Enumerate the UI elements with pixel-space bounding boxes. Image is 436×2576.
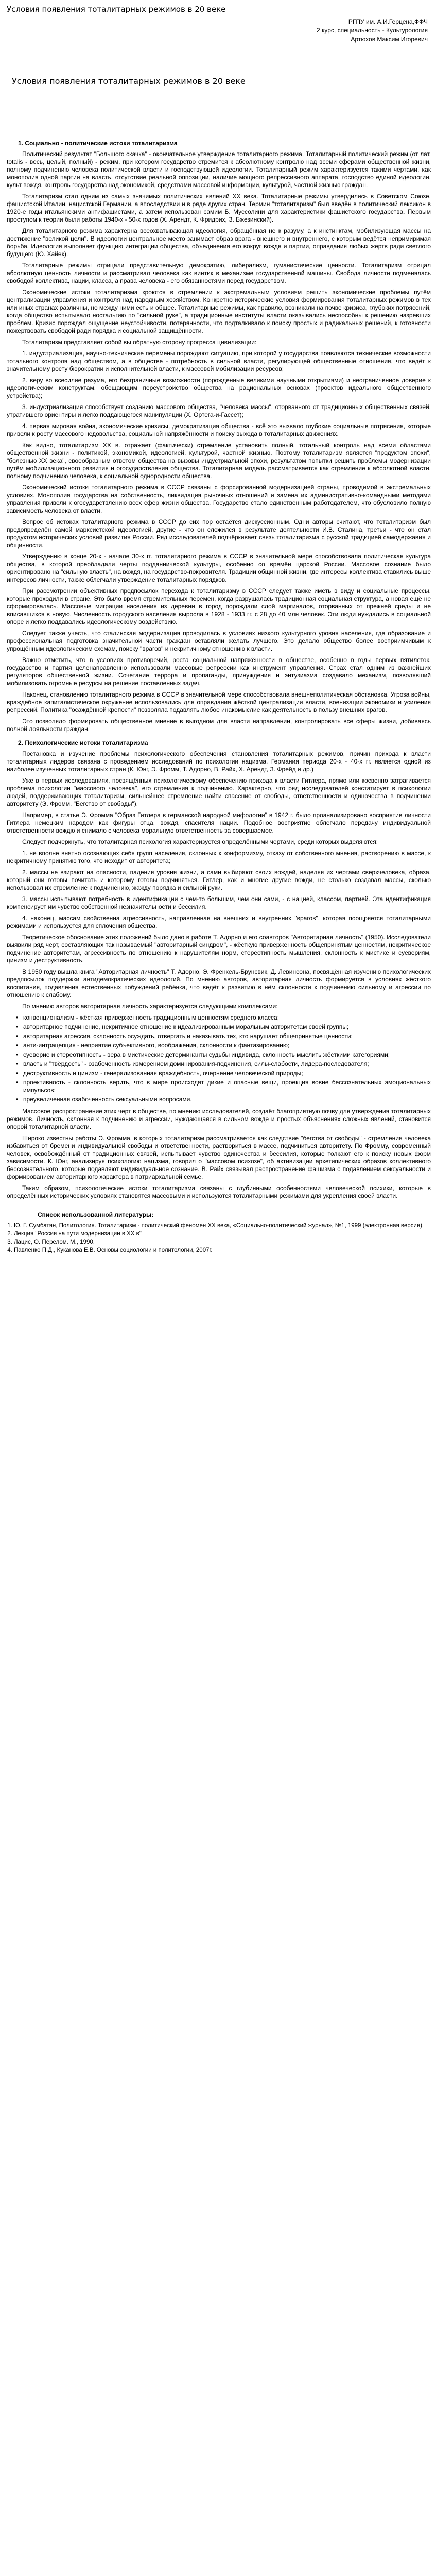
section-1-paragraph-10: 4. первая мировая война, экономические кризисы, демократизация общества - всё это вызвало глубокие социальные потрясения, которые привели к росту массового недовольства, социальной напряжённости и поиску выхода в тоталитарных движениях. <box>7 422 431 437</box>
section-1-paragraph-15: При рассмотрении объективных предпосылок перехода к тоталитаризму в СССР следует также иметь в виду и социальные процессы, которые проходили в стране. Это было время стремительных перемен, когда разрушалась традиционная социальная структура, а новая ещё не сформировалась. Массовые миграции населения из деревни в город порождали слой маргиналов, оторванных от прежней среды и не вписавшихся в новую. Численность городского населения выросла в 1928 - 1933 гг. с 28 до 40 млн человек. Эти люди нуждались в социальной опоре и легко поддавались идеологическому воздействию. <box>7 587 431 625</box>
section-1-paragraph-2: Тоталитаризм стал одним из самых значимых политических явлений XX века. Тоталитарные режимы утвердились в Советском Союзе, фашистской Италии, нацистской Германии, а впоследствии и в ряде других стран. Термин "тоталитаризм" был введён в политический лексикон в 1920-е годы итальянскими антифашистами, а затем использован самим Б. Муссолини для характеристики фашистского государства. Первым проступом к теории были работы 1940-х - 50-х годов (Х. Арендт, К. Фридрих, З. Бжезинский). <box>7 193 431 223</box>
section-1-paragraph-19: Это позволяло формировать общественное мнение в выгодном для власти направлении, контролировать все сферы жизни, добиваясь полной лояльности граждан. <box>7 718 431 733</box>
reference-item: 3. Лацис, О. Перелом. М., 1990. <box>14 1239 431 1246</box>
spacer <box>7 87 431 133</box>
section-1-paragraph-5: Экономические истоки тоталитаризма кроются в стремлении к экстремальным условиям решить экономические проблемы путём централизации управления и контроля над народным хозяйством. Конкретно исторические условия формирования тоталитарных режимов в тех или иных странах различны, но между ними есть и общее. Тоталитарные режимы, как правило, возникали на почве кризиса, глубоких потрясений, когда общество испытывало ностальгию по "сильной руке", а традиционные институты власти оказывались неспособны к решению назревших проблем. Кризис порождал ощущение неустойчивости, потерянности, что подталкивало к поиску простых и радикальных решений, к готовности пожертвовать свободой ради порядка и социальной защищённости. <box>7 289 431 334</box>
section-2-paragraph-8: 4. наконец, массам свойственна агрессивность, направленная на внешних и внутренних "врагов", которая поощряется тоталитарными режимами и используется для сплочения общества. <box>7 914 431 929</box>
meta-university: РГПУ им. А.И.Герцена,ФФЧ <box>348 18 428 25</box>
feature-item: • власть и "твёрдость" - озабоченность измерением доминирования-подчинения, силы-слабости, лидера-последователя; <box>16 1060 431 1068</box>
author-meta <box>7 18 428 44</box>
feature-item: • авторитарное подчинение, некритичное отношение к идеализированным моральным авторитетам своей группы; <box>16 1023 431 1031</box>
section-2-paragraph-1: Постановка и изучение проблемы психологического обеспечения становления тоталитарных режимов, причин прихода к власти тоталитарных лидеров связана с проведением исследований по психологии нацизма. Германия периода 20-х - 40-х гг. является одной из наиболее изученных тоталитарных стран (К. Юнг, Э. Фромм, Т. Адорно, В. Райх, Х. Арендт, З. Фрейд и др.) <box>7 750 431 773</box>
section-2-paragraph-2: Уже в первых исследованиях, посвящённых психологическому обеспечению прихода к власти Гитлера, прямо или косвенно затрагивается проблема психологии "массового человека", его стремления к подчинению. Характерно, что ряд исследователей констатирует в психологии людей, поддерживающих тоталитаризм, сильнейшее стремление найти спасение от свободы, ответственности и одиночества в подчинении авторитету (Э. Фромм, "Бегство от свободы"). <box>7 777 431 807</box>
feature-item: • авторитарная агрессия, склонность осуждать, отвергать и наказывать тех, кто нарушает общепринятые ценности; <box>16 1032 431 1040</box>
section-2-final-paragraph-2: Широко известны работы Э. Фромма, в которых тоталитаризм рассматривается как следствие "бегства от свободы" - стремления человека избавиться от бремени индивидуальной свободы и ответственности, раствориться в массе, подчиниться авторитету. По Фромму, современный человек, освобождённый от традиционных связей, испытывает чувство одиночества и бессилия, которые толкают его к поиску новых форм зависимости. К. Юнг, анализируя психологию нацизма, говорил о "массовом психозе", об активизации архетипических образов коллективного бессознательного, которые подавляют индивидуальное сознание. В. Райх связывал распространение фашизма с подавлением сексуальности и формированием авторитарного характера в патриархальной семье. <box>7 1134 431 1180</box>
section-1-paragraph-8: 2. веру во всесилие разума, его безграничные возможности (порожденные великими научными открытиями) и неограниченное доверие к идеологическим конструктам, обещающим переустройство общества на рациональных основах (проектов идеального общественного устройства); <box>7 377 431 399</box>
section-2-paragraph-11: По мнению авторов авторитарная личность характеризуется следующими комплексами: <box>22 1003 278 1010</box>
section-2-paragraph-10: В 1950 году вышла книга "Авторитарная личность" Т. Адорно, Э. Френкель-Брунсвик, Д. Левинсона, посвящённая изучению психологических предпосылок поддержки антидемократических идеологий. По мнению авторов, авторитарная личность формируется в условиях жёсткого воспитания, подавления естественных побуждений ребёнка, что ведёт к развитию в нём склонности к подчинению сильному и агрессии по отношению к слабому. <box>7 968 431 998</box>
section-heading-1: 1. Социально - политические истоки тоталитаризма <box>18 140 178 147</box>
document-header-title: Условия появления тоталитарных режимов в 20 веке <box>7 5 226 14</box>
section-1-paragraph-9: 3. индустриализация способствует созданию массового общества, "человека массы", оторванного от традиционных общественных связей, утратившего ориентиры и легко поддающегося манипуляции (Х. Ортега-и-Гассет); <box>7 403 431 418</box>
section-1-body <box>7 150 431 733</box>
feature-item: • конвенционализм - жёсткая приверженность традиционным ценностям среднего класса; <box>16 1014 431 1022</box>
section-2-paragraph-4: Следует подчеркнуть, что тоталитарная психология характеризуется определёнными чертами, среди которых выделяются: <box>22 838 378 845</box>
feature-item: • проективность - склонность верить, что в мире происходят дикие и опасные вещи, проекция вовне бессознательных эмоциональных импульсов; <box>16 1079 431 1094</box>
page-title: Условия появления тоталитарных режимов в 20 веке <box>12 76 246 86</box>
section-2-body <box>7 750 431 1010</box>
section-2-final-paragraph-3: Таким образом, психологические истоки тоталитаризма связаны с глубинными особенностями человеческой психики, которые в определённых исторических условиях становятся массовыми и используются тоталитарными режимами для укрепления своей власти. <box>7 1184 431 1199</box>
section-1-paragraph-12: Экономический истоки тоталитарного режима в СССР связаны с форсированной модернизацией страны, проводимой в экстремальных условиях. Монополия государства на собственность, ликвидация рыночных отношений и замена их административно-командными методами управления привели к огосударствлению всех сфер жизни общества. Государство стало единственным работодателем, что обусловило полную зависимость человека от власти. <box>7 484 431 514</box>
section-2-paragraph-6: 2. массы не взирают на опасности, падения уровня жизни, а сами выбирают своих вождей, наделяя их чертами сверхчеловека, образа, который они готовы почитать и которому готовы подчиняться. Гитлер, как и многие другие вожди, не столько создавал массы, сколько использовал их стремление к подчинению, жажду порядка и сильной руки. <box>7 869 431 891</box>
reference-item: 1. Ю. Г. Сумбатян, Политология. Тоталитаризм - политический феномен XX века, «Социально-политический журнал», №1, 1999 (электронная версия). <box>14 1222 431 1230</box>
section-1-paragraph-18: Наконец, становлению тоталитарного режима в СССР в значительной мере способствовала внешнеполитическая обстановка. Угроза войны, враждебное капиталистическое окружение использовались для оправдания жёсткой централизации власти, военизации экономики и усиления репрессий. Политика "осаждённой крепости" позволяла подавлять любое инакомыслие как деятельность в пользу внешних врагов. <box>7 691 431 714</box>
section-heading-2: 2. Психологические истоки тоталитаризма <box>18 739 148 747</box>
references-title: Список использованной литературы: <box>38 1211 154 1218</box>
reference-item: 2. Лекция "Россия на пути модернизации в XX в" <box>14 1230 431 1238</box>
section-1-paragraph-3: Для тоталитарного режима характерна всеохватывающая идеология, обращённая не к разуму, а к инстинктам, мобилизующая массы на достижение "великой цели". В идеологии центральное место занимает образ врага - внешнего и внутреннего, с которым ведётся непримиримая борьба. Идеология выполняет функцию интеграции общества, объединения его вокруг вождя и партии, оправдания любых жертв ради светлого будущего (Ю. Хайек). <box>7 227 431 258</box>
feature-item: • анти-интрацепция - неприятие субъективного, воображения, склонности к фантазированию; <box>16 1042 431 1049</box>
section-2-paragraph-5: 1. не вполне внятно осознающих себя групп населения, склонных к конформизму, отказу от собственного мнения, растворению в массе, к некритичному принятию того, что исходит от авторитета; <box>7 850 431 865</box>
section-1-paragraph-16: Следует также учесть, что сталинская модернизация проводилась в условиях низкого культурного уровня населения, где образование и профессиональная подготовка значительной части граждан оставляли желать лучшего. Это делало общество более восприимчивым к упрощённым идеологическим схемам, поиску "врагов" и некритичному отношению к власти. <box>7 630 431 652</box>
meta-author: Артюхов Максим Игоревич <box>351 36 428 43</box>
section-2-conclusion <box>7 1108 431 1200</box>
section-1-paragraph-17: Важно отметить, что в условиях противоречий, роста социальной напряжённости в обществе, особенно в годы первых пятилеток, государство и партия целенаправленно использовали массовые репрессии как инструмент управления. Страх стал одним из важнейших регуляторов общественной жизни. Сочетание террора и пропаганды, принуждения и энтузиазма создавало механизм, позволявший мобилизовать огромные ресурсы на решение поставленных задач. <box>7 656 431 687</box>
references-list <box>7 1222 431 1255</box>
feature-item: • суеверие и стереотипность - вера в мистические детерминанты судьбы индивида, склонность мыслить жёсткими категориями; <box>16 1051 431 1059</box>
section-1-paragraph-7: 1. индустриализация, научно-технические перемены порождают ситуацию, при которой у государства появляются технические возможности тотального контроля над обществом, а в обществе - потребность в сильной власти, регулирующей общественные отношения, что ведёт к значительному росту бюрократии и исполнительной власти, к массовой мобилизации ресурсов; <box>7 350 431 372</box>
section-2-paragraph-9: Теоретическое обоснование этих положений было дано в работе Т. Адорно и его соавторов "Авторитарная личность" (1950). Исследователи выявили ряд черт, составляющих так называемый "авторитарный синдром", - жёсткую приверженность общепринятым ценностям, некритическое подчинение авторитетам, агрессивность по отношению к нарушителям норм, стереотипность мышления, склонность к мистике и суевериям, цинизм и деструктивность. <box>7 934 431 964</box>
section-1-paragraph-4: Тоталитарные режимы отрицали представительную демократию, либерализм, гуманистические ценности. Тоталитаризм отрицал абсолютную ценность личности и рассматривал человека как винтик в механизме государственной машины. Свобода личности подменялась свободой коллектива, нации, класса, а права человека - его обязанностями перед государством. <box>7 262 431 284</box>
reference-item: 4. Павленко П.Д., Куканова Е.В. Основы социологии и политологии, 2007г. <box>14 1247 431 1255</box>
section-1-paragraph-6: Тоталитаризм представляет собой вы обратную сторону прогресса цивилизации: <box>22 338 257 346</box>
feature-item: • деструктивность и цинизм - генерализованная враждебность, очернение человеческой природы; <box>16 1070 431 1077</box>
authoritarian-features-list <box>16 1014 431 1104</box>
feature-item: • преувеличенная озабоченность сексуальными вопросами. <box>16 1096 431 1104</box>
section-1-paragraph-13: Вопрос об истоках тоталитарного режима в СССР до сих пор остаётся дискуссионным. Одни авторы считают, что тоталитаризм был предопределён самой марксистской идеологией, другие - что он сложился в результате деятельности И.В. Сталина, третьи - что он стал продуктом исторических условий развития России. Ряд исследователей подчёркивает связь тоталитаризма с русской традицией самодержавия и общинности. <box>7 518 431 549</box>
section-2-final-paragraph-1: Массовое распространение этих черт в обществе, по мнению исследователей, создаёт благоприятную почву для утверждения тоталитарных режимов. Личность, склонная к подчинению и агрессии, нуждающаяся в сильном вожде и простых объяснениях сложных явлений, становится опорой тоталитарной власти. <box>7 1108 431 1130</box>
section-1-paragraph-14: Утверждению в конце 20-х - начале 30-х гг. тоталитарного режима в СССР в значительной мере способствовала политическая культура общества, в которой преобладали черты подданнической культуры, особенно со времён царской России. Массовое сознание было ориентировано на "сильную власть", на вождя, на государство-покровителя. Традиции общинной жизни, где интересы коллектива ставились выше интересов личности, также облегчали утверждение тоталитарных порядков. <box>7 553 431 583</box>
section-1-paragraph-1: Политический результат "Большого скачка" - окончательное утверждение тоталитарного режима. Тоталитарный политический режим (от лат. totalis - весь, целый, полный) - режим, при котором государство стремится к абсолютному контролю над всеми сферами общественной жизни, полному подчинению человека политической власти и господствующей идеологии. Тоталитарный режим характеризуется такими чертами, как монополия одной партии на власть, отсутствие реальной оппозиции, наличие мощного репрессивного аппарата, господство единой идеологии, культ вождя, контроль государства над экономикой, средствами массовой информации, культурой, частной жизнью граждан. <box>7 150 431 189</box>
section-2-paragraph-3: Например, в статье Э. Фромма "Образ Гитлера в германской народной мифологии" в 1942 г. было проанализировано восприятие личности Гитлера немецким народом как фигуры отца, вождя, спасителя нации. Подобное восприятие облегчало передачу индивидуальной ответственности вождю и снимало с человека моральную ответственность за совершаемое. <box>7 811 431 834</box>
meta-course: 2 курс, специальность - Культурология <box>317 27 428 34</box>
section-2-paragraph-7: 3. массы испытывают потребность в идентификации с чем-то большим, чем они сами, - с нацией, классом, партией. Эта идентификация компенсирует им чувство собственной незначительности и бессилия. <box>7 895 431 910</box>
section-1-paragraph-11: Как видно, тоталитаризм XX в. отражает (фактически) стремление установить полный, тотальный контроль над всеми областями общественной жизни - политикой, экономикой, идеологией, культурой, частной жизнью. Поэтому тоталитаризм является "продуктом эпохи", "болезнью XX века", своеобразным ответом общества на вызовы индустриальной эпохи, результатом попытки решить проблемы модернизации путём мобилизационного развития и огосударствления общества. Тоталитарная модель рассматривается как стремление к абсолютной власти, полному подчинению человека, к социальной однородности общества. <box>7 442 431 480</box>
